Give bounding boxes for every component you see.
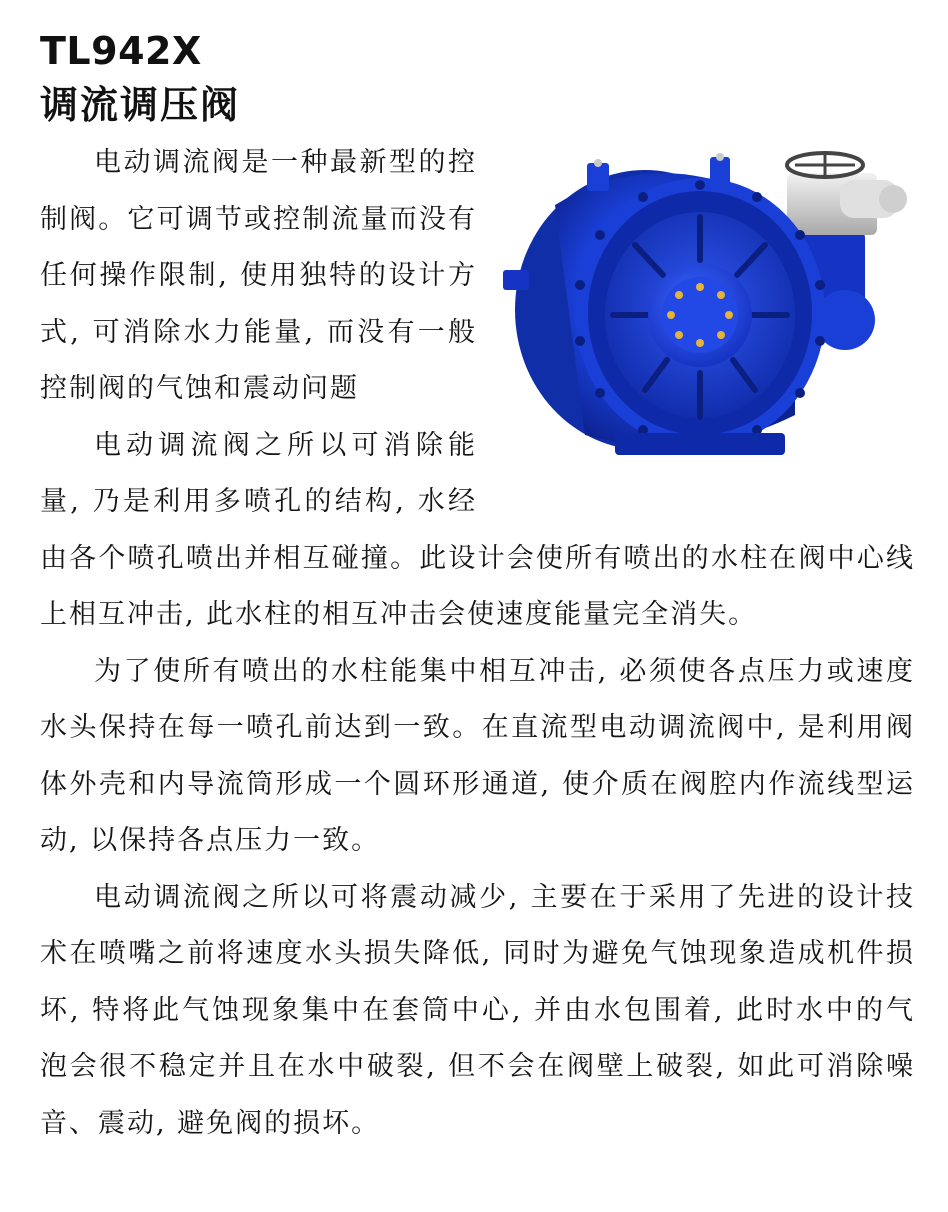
electric-regulating-valve-icon bbox=[495, 135, 915, 475]
valve-image bbox=[495, 135, 915, 500]
paragraph-2: 电动调流阀之所以可消除能量, 乃是利用多喷孔的结构, 水经由各个喷孔喷出并相互碰撞。此设计会使所有喷出的水柱在阀中心线上相互冲击, 此水柱的相互冲击会使速度能量完全消失。 bbox=[40, 429, 915, 630]
paragraph-4: 电动调流阀之所以可将震动减少, 主要在于采用了先进的设计技术在喷嘴之前将速度水头损失降低, 同时为避免气蚀现象造成机件损坏, 特将此气蚀现象集中在套筒中心, 并由水包围着, 此时水中的气泡会很不稳定并且在水中破裂, 但不会在阀壁上破裂, 如此可消除噪音、震动, 避免阀的损坏。 bbox=[40, 881, 915, 1139]
product-model-title: TL942X bbox=[40, 29, 202, 73]
product-name-title: 调流调压阀 bbox=[40, 83, 241, 127]
description-body bbox=[40, 135, 915, 1152]
paragraph-1: 电动调流阀是一种最新型的控制阀。它可调节或控制流量而没有任何操作限制, 使用独特的设计方式, 可消除水力能量, 而没有一般控制阀的气蚀和震动问题 bbox=[40, 147, 477, 404]
paragraph-3: 为了使所有喷出的水柱能集中相互冲击, 必须使各点压力或速度水头保持在每一喷孔前达到一致。在直流型电动调流阀中, 是利用阀体外壳和内导流筒形成一个圆环形通道, 使介质在阀腔内作流线型运动, 以保持各点压力一致。 bbox=[40, 655, 915, 856]
